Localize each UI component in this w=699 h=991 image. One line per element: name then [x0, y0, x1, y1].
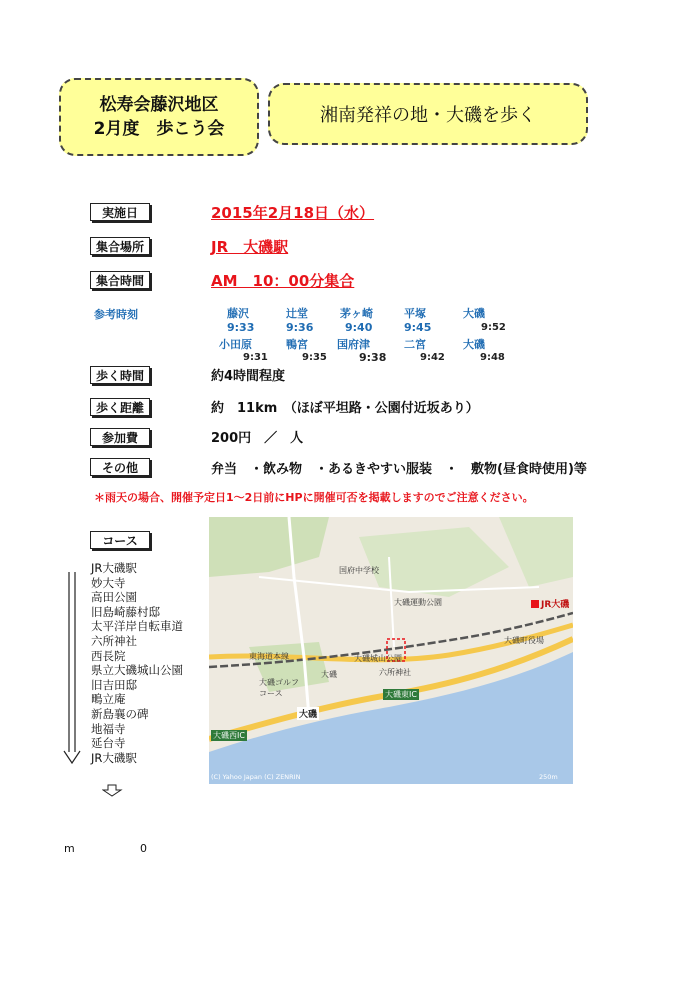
list-item: 高田公園: [91, 590, 137, 605]
time: 9:33: [227, 321, 255, 334]
list-item: 延台寺: [91, 736, 126, 751]
distance-value: 約 11km （ほぼ平坦路・公園付近坂あり）: [211, 401, 479, 416]
list-item: 新島襄の碑: [91, 706, 149, 721]
map-copyright: (C) Yahoo Japan (C) ZENRIN: [211, 773, 301, 781]
map-label: JR大磯: [541, 600, 570, 610]
list-item: 鴫立庵: [91, 692, 126, 707]
place-label: 集合場所: [90, 237, 150, 255]
map-label: 大磯東IC: [385, 690, 417, 699]
header-group-box: [59, 78, 259, 156]
station: 鴨宮: [286, 338, 308, 351]
ref-time-label: 参考時刻: [94, 308, 138, 321]
time: 9:31: [243, 352, 268, 363]
list-item: JR大磯駅: [91, 561, 137, 575]
header-title-box: [268, 83, 588, 145]
footer-zero: 0: [140, 842, 147, 855]
event-name: 2月度 歩こう会: [93, 119, 225, 139]
station: 平塚: [404, 307, 426, 320]
list-item: 太平洋岸自転車道: [91, 619, 183, 634]
station: 小田原: [219, 338, 252, 351]
list-item: JR大磯駅: [91, 750, 137, 765]
page-title: 湘南発祥の地・大磯を歩く: [320, 105, 536, 126]
map-label: 六所神社: [379, 668, 411, 677]
station: 茅ヶ崎: [340, 307, 373, 320]
time: 9:42: [420, 352, 445, 363]
fee-label: 参加費: [90, 428, 150, 446]
map-label: 大磯: [297, 707, 319, 720]
time: 9:45: [404, 321, 432, 334]
map-scale: 250m: [539, 773, 558, 781]
map-label: 大磯城山公園: [354, 654, 402, 663]
time-value: AM 10：00分集合: [211, 272, 355, 290]
map-label: 大磯町役場: [504, 636, 544, 645]
station: 二宮: [404, 338, 426, 351]
course-label: コース: [90, 531, 150, 549]
route-map: [209, 517, 573, 784]
list-item: 妙大寺: [91, 575, 126, 590]
group-name: 松寿会藤沢地区: [99, 95, 219, 115]
small-down-arrow-icon: [102, 784, 124, 798]
walk-time-label: 歩く時間: [90, 366, 150, 384]
date-label: 実施日: [90, 203, 150, 221]
map-label: 大磯運動公園: [394, 598, 442, 607]
time-label: 集合時間: [90, 271, 150, 289]
time: 9:38: [359, 351, 387, 364]
time: 9:36: [286, 321, 314, 334]
map-label: 大磯西IC: [213, 731, 245, 740]
other-label: その他: [90, 458, 150, 476]
other-value: 弁当 ・飲み物 ・あるきやすい服装 ・ 敷物(昼食時使用)等: [211, 462, 587, 477]
walk-time-value: 約4時間程度: [211, 369, 286, 384]
map-label: 大磯ゴルフコース: [259, 678, 299, 698]
map-label: 国府中学校: [339, 566, 379, 575]
list-item: 地福寺: [91, 721, 126, 736]
course-down-arrow-icon: [63, 570, 83, 766]
time: 9:35: [302, 352, 327, 363]
map-label: 東海道本線: [249, 652, 289, 661]
footer-m: m: [64, 842, 75, 855]
time: 9:52: [481, 322, 506, 333]
fee-value: 200円 ／ 人: [211, 431, 304, 446]
time: 9:40: [345, 321, 373, 334]
time: 9:48: [480, 352, 505, 363]
list-item: 旧島崎藤村邸: [91, 604, 160, 619]
station: 藤沢: [227, 307, 249, 320]
place-value: JR 大磯駅: [211, 238, 289, 256]
rain-notice: ＊雨天の場合、開催予定日1～2日前にHPに開催可否を掲載しますのでご注意ください。: [94, 491, 534, 504]
list-item: 六所神社: [91, 633, 137, 648]
station: 国府津: [337, 338, 370, 351]
station: 大磯: [463, 338, 485, 351]
course-list: [91, 561, 183, 765]
list-item: 西長院: [91, 648, 126, 663]
list-item: 県立大磯城山公園: [91, 663, 183, 678]
station: 辻堂: [286, 307, 308, 320]
map-label: 大磯: [321, 670, 337, 679]
distance-label: 歩く距離: [90, 398, 150, 416]
date-value: 2015年2月18日（水）: [211, 204, 375, 222]
list-item: 旧吉田邸: [91, 677, 137, 692]
station: 大磯: [463, 307, 485, 320]
